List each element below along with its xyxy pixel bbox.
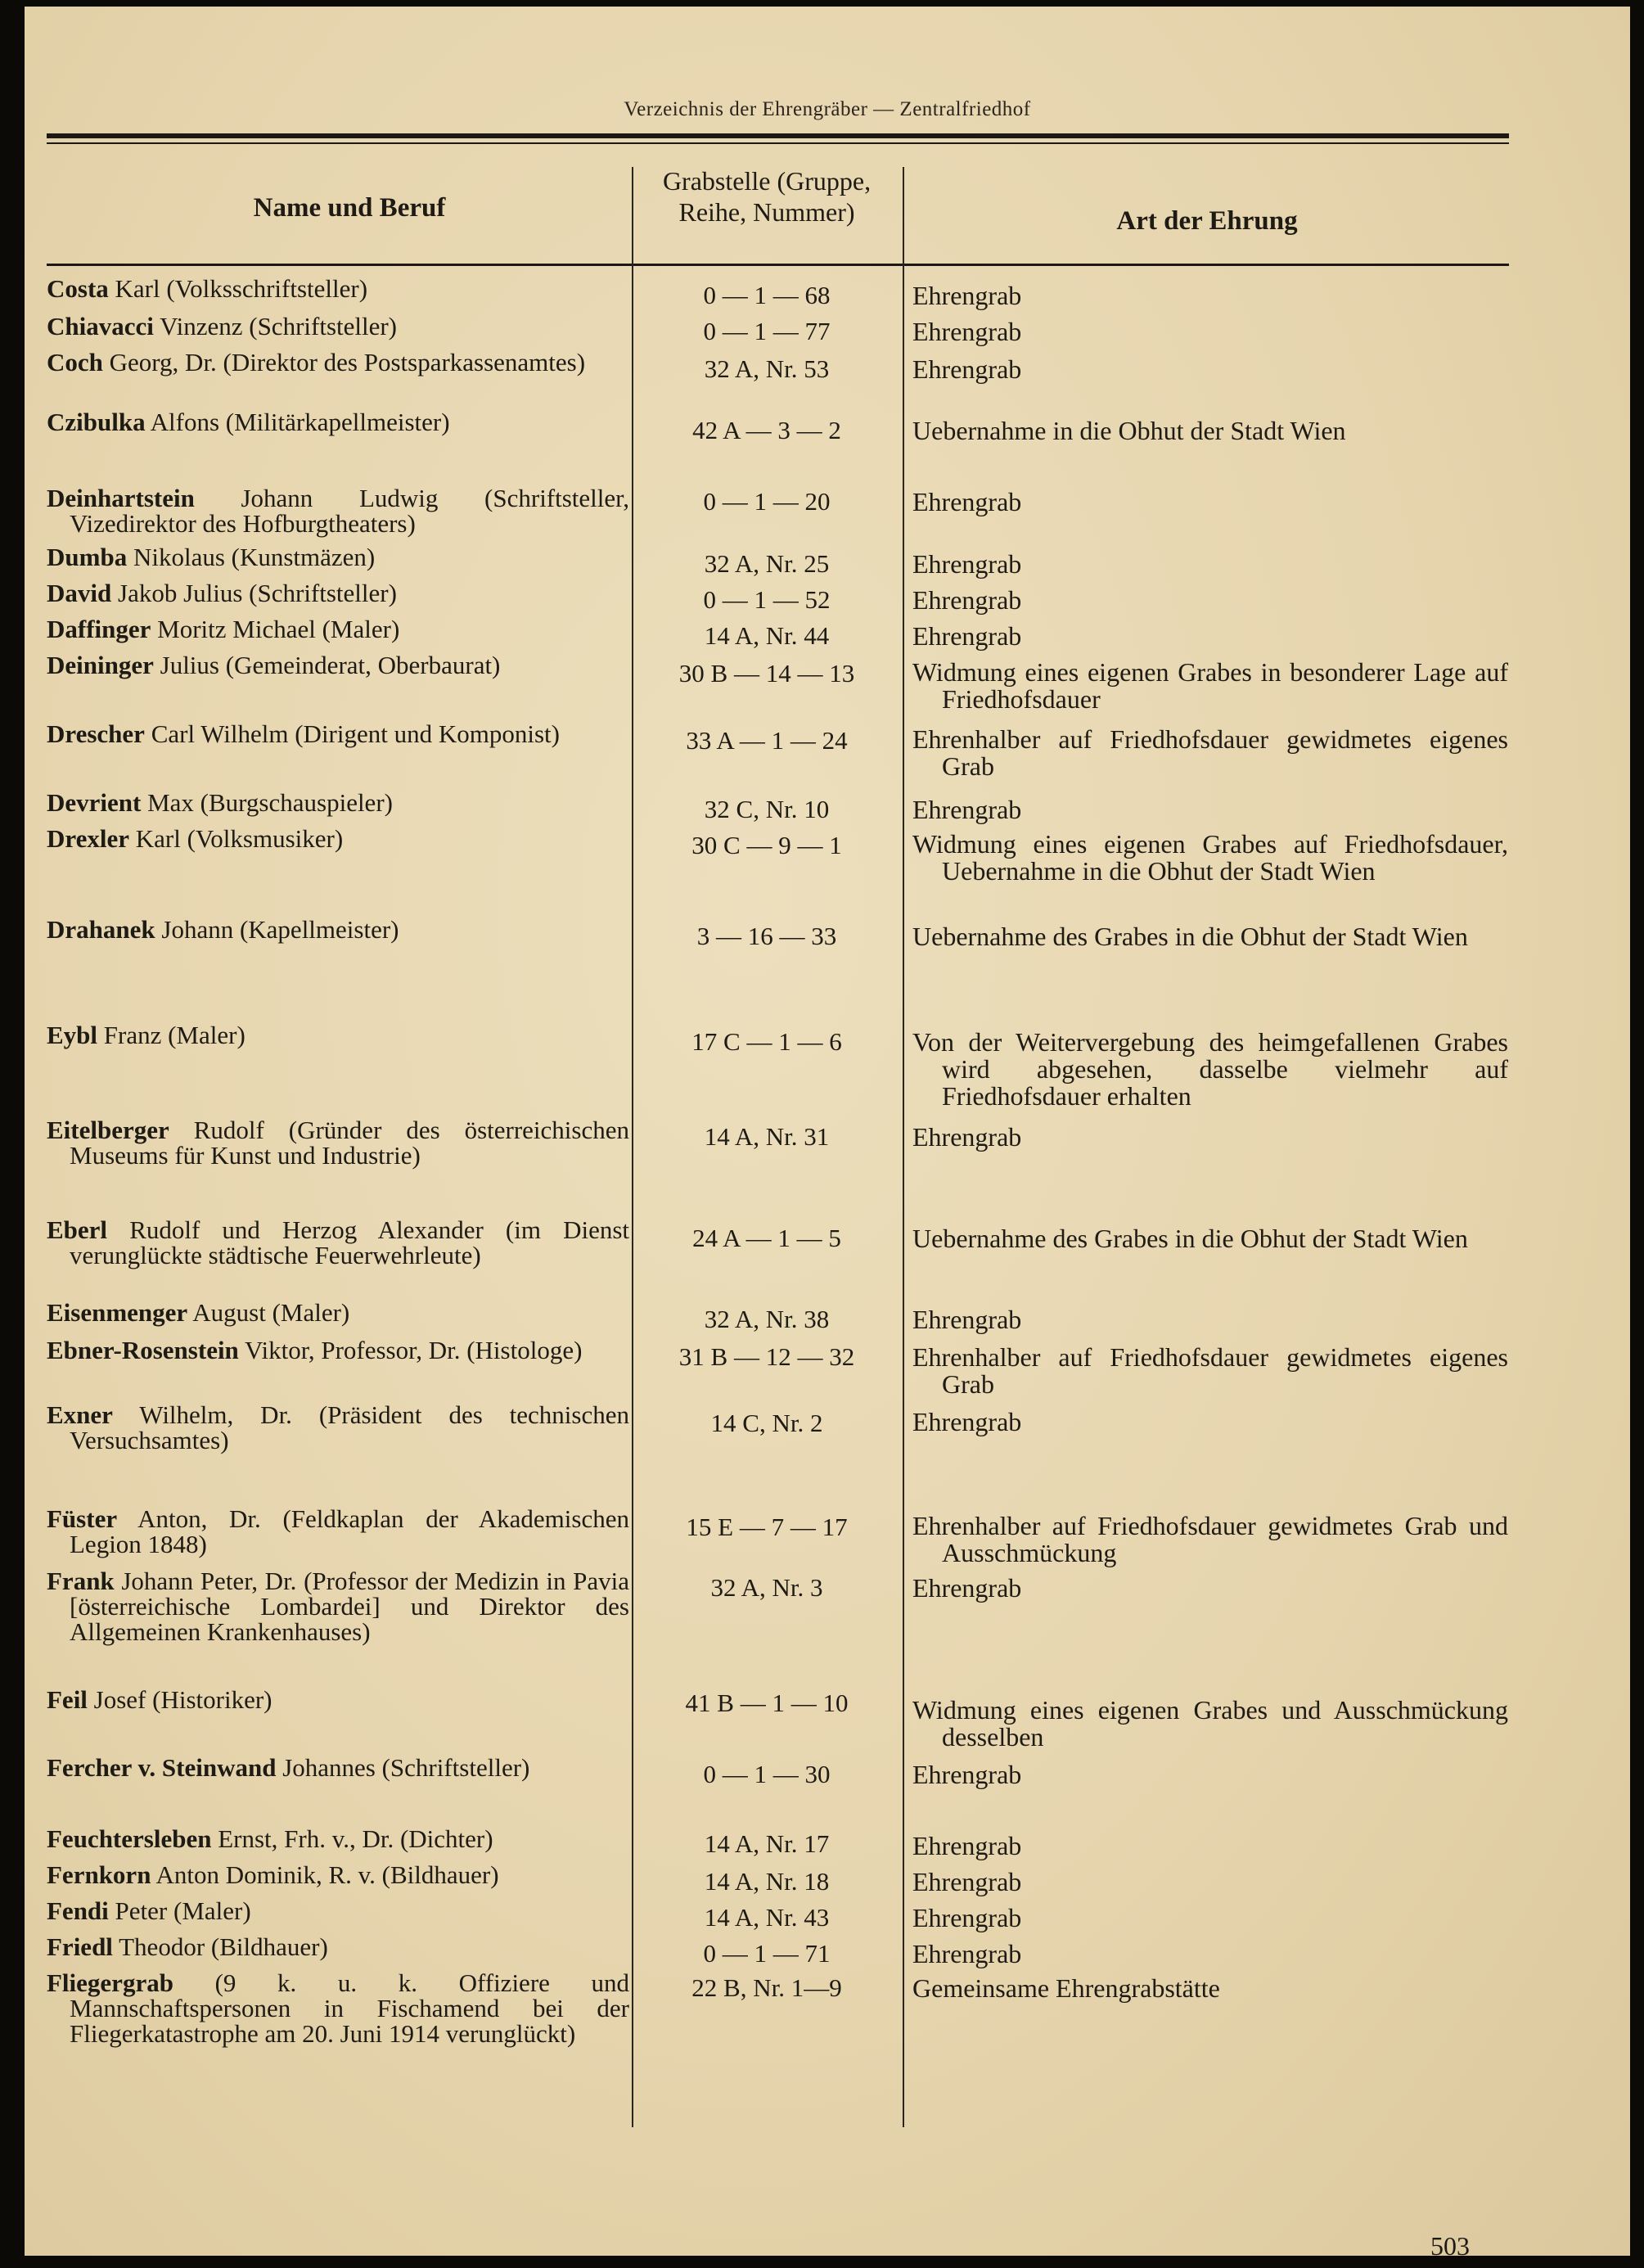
grabstelle-cell: 14 A, Nr. 43 bbox=[704, 1903, 830, 1932]
name-cell bbox=[47, 1826, 629, 1851]
ehrung-cell bbox=[912, 1306, 1508, 1333]
name-cell bbox=[47, 276, 629, 301]
ehrung-text: Ehrengrab bbox=[912, 1939, 1022, 1968]
person-description: Wilhelm, Dr. (Präsident des technischen Versuchsamtes) bbox=[70, 1400, 629, 1454]
ehrung-cell bbox=[912, 1225, 1508, 1252]
grabstelle-cell: 42 A — 3 — 2 bbox=[692, 416, 841, 444]
name-cell bbox=[47, 721, 629, 746]
grabstelle-cell: 0 — 1 — 77 bbox=[703, 317, 831, 345]
ehrung-cell bbox=[912, 489, 1508, 516]
name-cell bbox=[47, 826, 629, 851]
ehrung-text: Ehrengrab bbox=[912, 354, 1022, 384]
ehrung-text: Gemeinsame Ehrengrabstätte bbox=[912, 1973, 1220, 2003]
person-name: Ebner-Rosenstein bbox=[47, 1336, 239, 1364]
ehrung-text: Uebernahme des Grabes in die Obhut der Stadt Wien bbox=[912, 922, 1468, 951]
person-name: Frank bbox=[47, 1567, 115, 1595]
ehrung-text: Ehrengrab bbox=[912, 549, 1022, 579]
grabstelle-cell: 17 C — 1 — 6 bbox=[691, 1027, 842, 1056]
name-cell bbox=[47, 1970, 629, 2046]
ehrung-text: Von der Weitervergebung des heimgefallenen Grabes wird abgesehen, dasselbe vielmehr auf Friedhofsdauer erhalten bbox=[912, 1027, 1508, 1111]
person-description: August (Maler) bbox=[192, 1298, 350, 1327]
person-name: Eisenmenger bbox=[47, 1298, 188, 1327]
ehrung-cell bbox=[912, 1575, 1508, 1602]
name-cell bbox=[47, 1022, 629, 1048]
ehrung-cell bbox=[912, 318, 1508, 345]
person-description: Rudolf und Herzog Alexander (im Dienst verunglückte städtische Feuerwehrleute) bbox=[70, 1215, 630, 1269]
person-description: Jakob Julius (Schriftsteller) bbox=[118, 579, 397, 607]
grabstelle-cell: 14 A, Nr. 18 bbox=[704, 1867, 830, 1896]
ehrung-text: Ehrengrab bbox=[912, 1305, 1022, 1334]
ehrung-cell bbox=[912, 623, 1508, 650]
ehrung-cell bbox=[912, 796, 1508, 823]
ehrung-cell bbox=[912, 923, 1508, 950]
person-description: Josef (Historiker) bbox=[93, 1685, 272, 1714]
name-cell bbox=[47, 1898, 629, 1923]
ehrung-cell bbox=[912, 659, 1508, 713]
grabstelle-cell: 32 A, Nr. 25 bbox=[704, 549, 830, 578]
person-description: Carl Wilhelm (Dirigent und Komponist) bbox=[151, 719, 560, 748]
person-description: Anton Dominik, R. v. (Bildhauer) bbox=[155, 1860, 499, 1889]
person-description: Johann Ludwig (Schriftsteller, Vizedirektor des Hofburgtheaters) bbox=[70, 484, 629, 538]
person-name: Czibulka bbox=[47, 408, 146, 436]
name-cell bbox=[47, 1506, 629, 1557]
page-number: 503 bbox=[1430, 2231, 1470, 2261]
person-description: Vinzenz (Schriftsteller) bbox=[160, 312, 398, 340]
name-cell bbox=[47, 1402, 629, 1453]
ehrung-text: Widmung eines eigenen Grabes auf Friedhofsdauer, Uebernahme in die Obhut der Stadt Wien bbox=[912, 829, 1508, 886]
person-name: Feuchtersleben bbox=[47, 1824, 212, 1853]
ehrung-cell bbox=[912, 726, 1508, 780]
ehrung-cell bbox=[912, 831, 1508, 885]
person-description: Rudolf (Gründer des österreichischen Museums für Kunst und Industrie) bbox=[70, 1116, 630, 1170]
ehrung-cell bbox=[912, 356, 1508, 383]
name-cell bbox=[47, 544, 629, 570]
ehrung-text: Ehrengrab bbox=[912, 795, 1022, 824]
person-name: Eitelberger bbox=[47, 1116, 169, 1144]
grabstelle-cell: 24 A — 1 — 5 bbox=[692, 1224, 841, 1252]
grabstelle-cell: 3 — 16 — 33 bbox=[696, 922, 837, 950]
ehrung-text: Ehrengrab bbox=[912, 1760, 1022, 1789]
ehrung-cell bbox=[912, 1344, 1508, 1398]
person-description: Viktor, Professor, Dr. (Histologe) bbox=[245, 1336, 583, 1364]
ehrung-text: Ehrengrab bbox=[912, 1867, 1022, 1896]
document-page bbox=[25, 7, 1630, 2261]
person-description: Karl (Volksmusiker) bbox=[135, 824, 344, 853]
ehrung-cell bbox=[912, 417, 1508, 444]
name-cell bbox=[47, 1300, 629, 1325]
grabstelle-cell: 15 E — 7 — 17 bbox=[686, 1513, 848, 1541]
name-cell bbox=[47, 652, 629, 678]
ehrung-cell bbox=[912, 1975, 1508, 2002]
ehrung-cell bbox=[912, 587, 1508, 614]
name-cell bbox=[47, 790, 629, 815]
ehrung-text: Ehrenhalber auf Friedhofsdauer gewidmetes eigenes Grab bbox=[912, 1342, 1508, 1399]
person-description: Max (Burgschauspieler) bbox=[147, 788, 393, 817]
ehrung-text: Ehrenhalber auf Friedhofsdauer gewidmetes Grab und Ausschmückung bbox=[912, 1511, 1508, 1567]
person-description: Anton, Dr. (Feldkaplan der Akademischen Legion 1848) bbox=[70, 1504, 629, 1558]
name-cell bbox=[47, 313, 629, 339]
person-name: Coch bbox=[47, 348, 103, 376]
person-description: Karl (Volksschriftsteller) bbox=[115, 274, 368, 303]
ehrung-text: Ehrengrab bbox=[912, 585, 1022, 615]
ehrung-text: Ehrengrab bbox=[912, 1573, 1022, 1603]
person-description: Alfons (Militärkapellmeister) bbox=[150, 408, 450, 436]
person-name: Deinhartstein bbox=[47, 484, 195, 512]
grabstelle-cell: 33 A — 1 — 24 bbox=[686, 726, 848, 755]
person-name: Costa bbox=[47, 274, 109, 303]
ehrung-text: Ehrenhalber auf Friedhofsdauer gewidmetes eigenes Grab bbox=[912, 724, 1508, 781]
person-name: Chiavacci bbox=[47, 312, 154, 340]
ehrung-cell bbox=[912, 1761, 1508, 1788]
header-rule-thin bbox=[47, 142, 1509, 144]
name-cell bbox=[47, 1337, 629, 1363]
person-description: Nikolaus (Kunstmäzen) bbox=[133, 543, 376, 571]
ehrung-cell bbox=[912, 1833, 1508, 1860]
person-name: Fercher v. Steinwand bbox=[47, 1753, 277, 1782]
person-name: Fendi bbox=[47, 1896, 109, 1925]
name-cell bbox=[47, 1934, 629, 1959]
name-cell bbox=[47, 580, 629, 606]
ehrung-cell bbox=[912, 1869, 1508, 1896]
ehrung-cell bbox=[912, 1941, 1508, 1968]
ehrung-cell bbox=[912, 551, 1508, 578]
running-title: Verzeichnis der Ehrengräber — Zentralfriedhof bbox=[624, 98, 1031, 120]
person-description: Georg, Dr. (Direktor des Postsparkassenamtes) bbox=[109, 348, 586, 376]
name-cell bbox=[47, 1862, 629, 1887]
ehrung-cell bbox=[912, 1905, 1508, 1932]
person-name: Fliegergrab bbox=[47, 1968, 173, 1997]
grabstelle-cell: 31 B — 12 — 32 bbox=[678, 1342, 855, 1371]
person-name: Dumba bbox=[47, 543, 128, 571]
column-header-name: Name und Beruf bbox=[253, 193, 446, 223]
name-cell bbox=[47, 1117, 629, 1168]
ehrung-cell bbox=[912, 1409, 1508, 1436]
person-name: Devrient bbox=[47, 788, 142, 817]
grabstelle-cell: 32 C, Nr. 10 bbox=[704, 795, 830, 823]
column-header-ehrung: Art der Ehrung bbox=[1116, 206, 1298, 236]
person-name: Eberl bbox=[47, 1215, 108, 1244]
person-description: Ernst, Frh. v., Dr. (Dichter) bbox=[218, 1824, 493, 1853]
column-divider-right bbox=[903, 167, 904, 2127]
person-name: David bbox=[47, 579, 112, 607]
person-name: Deininger bbox=[47, 651, 154, 679]
column-header-rule bbox=[47, 264, 1509, 266]
grabstelle-cell: 30 B — 14 — 13 bbox=[678, 659, 855, 688]
person-name: Eybl bbox=[47, 1021, 98, 1049]
header-rule-thick bbox=[47, 133, 1509, 138]
person-name: Feil bbox=[47, 1685, 88, 1714]
person-name: Füster bbox=[47, 1504, 118, 1533]
name-cell bbox=[47, 1687, 629, 1712]
grabstelle-cell: 32 A, Nr. 38 bbox=[704, 1305, 830, 1333]
name-cell bbox=[47, 917, 629, 942]
grabstelle-cell: 22 B, Nr. 1—9 bbox=[691, 1973, 842, 2002]
grabstelle-cell: 14 A, Nr. 31 bbox=[704, 1122, 830, 1151]
name-cell bbox=[47, 1755, 629, 1780]
grabstelle-cell: 0 — 1 — 71 bbox=[703, 1939, 831, 1968]
grabstelle-cell: 14 A, Nr. 17 bbox=[704, 1829, 830, 1858]
ehrung-text: Uebernahme des Grabes in die Obhut der Stadt Wien bbox=[912, 1224, 1468, 1253]
column-header-grabstelle: Grabstelle (Gruppe, Reihe, Nummer) bbox=[662, 166, 872, 227]
person-description: Johann Peter, Dr. (Professor der Medizin in Pavia [österreichische Lombardei] und Direktor des Allgemeinen Krankenhauses) bbox=[70, 1567, 629, 1646]
person-name: Exner bbox=[47, 1400, 113, 1429]
ehrung-cell bbox=[912, 1124, 1508, 1151]
grabstelle-cell: 0 — 1 — 68 bbox=[703, 281, 831, 309]
person-description: Theodor (Bildhauer) bbox=[119, 1932, 328, 1961]
grabstelle-cell: 14 C, Nr. 2 bbox=[710, 1409, 823, 1437]
person-description: Johann (Kapellmeister) bbox=[161, 915, 399, 944]
person-description: Franz (Maler) bbox=[103, 1021, 245, 1049]
ehrung-text: Ehrengrab bbox=[912, 487, 1022, 516]
name-cell bbox=[47, 349, 629, 375]
grabstelle-cell: 30 C — 9 — 1 bbox=[691, 831, 842, 859]
grabstelle-cell: 32 A, Nr. 53 bbox=[704, 354, 830, 383]
ehrung-text: Ehrengrab bbox=[912, 1407, 1022, 1436]
ehrung-text: Uebernahme in die Obhut der Stadt Wien bbox=[912, 416, 1346, 445]
name-cell bbox=[47, 616, 629, 642]
person-description: Johannes (Schriftsteller) bbox=[282, 1753, 530, 1782]
person-name: Drahanek bbox=[47, 915, 155, 944]
person-name: Fernkorn bbox=[47, 1860, 151, 1889]
ehrung-text: Ehrengrab bbox=[912, 621, 1022, 651]
ehrung-text: Widmung eines eigenen Grabes und Ausschmückung desselben bbox=[912, 1695, 1508, 1752]
ehrung-cell bbox=[912, 1697, 1508, 1751]
grabstelle-cell: 32 A, Nr. 3 bbox=[710, 1573, 823, 1602]
ehrung-text: Widmung eines eigenen Grabes in besonderer Lage auf Friedhofsdauer bbox=[912, 657, 1508, 714]
ehrung-cell bbox=[912, 282, 1508, 309]
person-name: Friedl bbox=[47, 1932, 113, 1961]
ehrung-text: Ehrengrab bbox=[912, 317, 1022, 346]
person-description: Julius (Gemeinderat, Oberbaurat) bbox=[160, 651, 501, 679]
person-name: Drescher bbox=[47, 719, 145, 748]
name-cell bbox=[47, 1568, 629, 1644]
ehrung-text: Ehrengrab bbox=[912, 1903, 1022, 1932]
person-name: Drexler bbox=[47, 824, 129, 853]
name-cell bbox=[47, 1217, 629, 1268]
grabstelle-cell: 0 — 1 — 30 bbox=[703, 1760, 831, 1788]
person-name: Daffinger bbox=[47, 615, 151, 643]
ehrung-text: Ehrengrab bbox=[912, 1831, 1022, 1860]
grabstelle-cell: 0 — 1 — 20 bbox=[703, 487, 831, 516]
grabstelle-cell: 0 — 1 — 52 bbox=[703, 585, 831, 614]
person-description: (9 k. u. k. Offiziere und Mannschaftspersonen in Fischamend bei der Fliegerkatastrophe am 20. Juni 1914 verunglückt) bbox=[70, 1968, 630, 2048]
grabstelle-cell: 41 B — 1 — 10 bbox=[685, 1689, 849, 1717]
name-cell bbox=[47, 485, 629, 536]
ehrung-cell bbox=[912, 1029, 1508, 1110]
grabstelle-cell: 14 A, Nr. 44 bbox=[704, 621, 830, 650]
person-description: Moritz Michael (Maler) bbox=[157, 615, 400, 643]
person-description: Peter (Maler) bbox=[115, 1896, 251, 1925]
ehrung-text: Ehrengrab bbox=[912, 1122, 1022, 1152]
ehrung-text: Ehrengrab bbox=[912, 281, 1022, 310]
ehrung-cell bbox=[912, 1513, 1508, 1567]
name-cell bbox=[47, 409, 629, 435]
